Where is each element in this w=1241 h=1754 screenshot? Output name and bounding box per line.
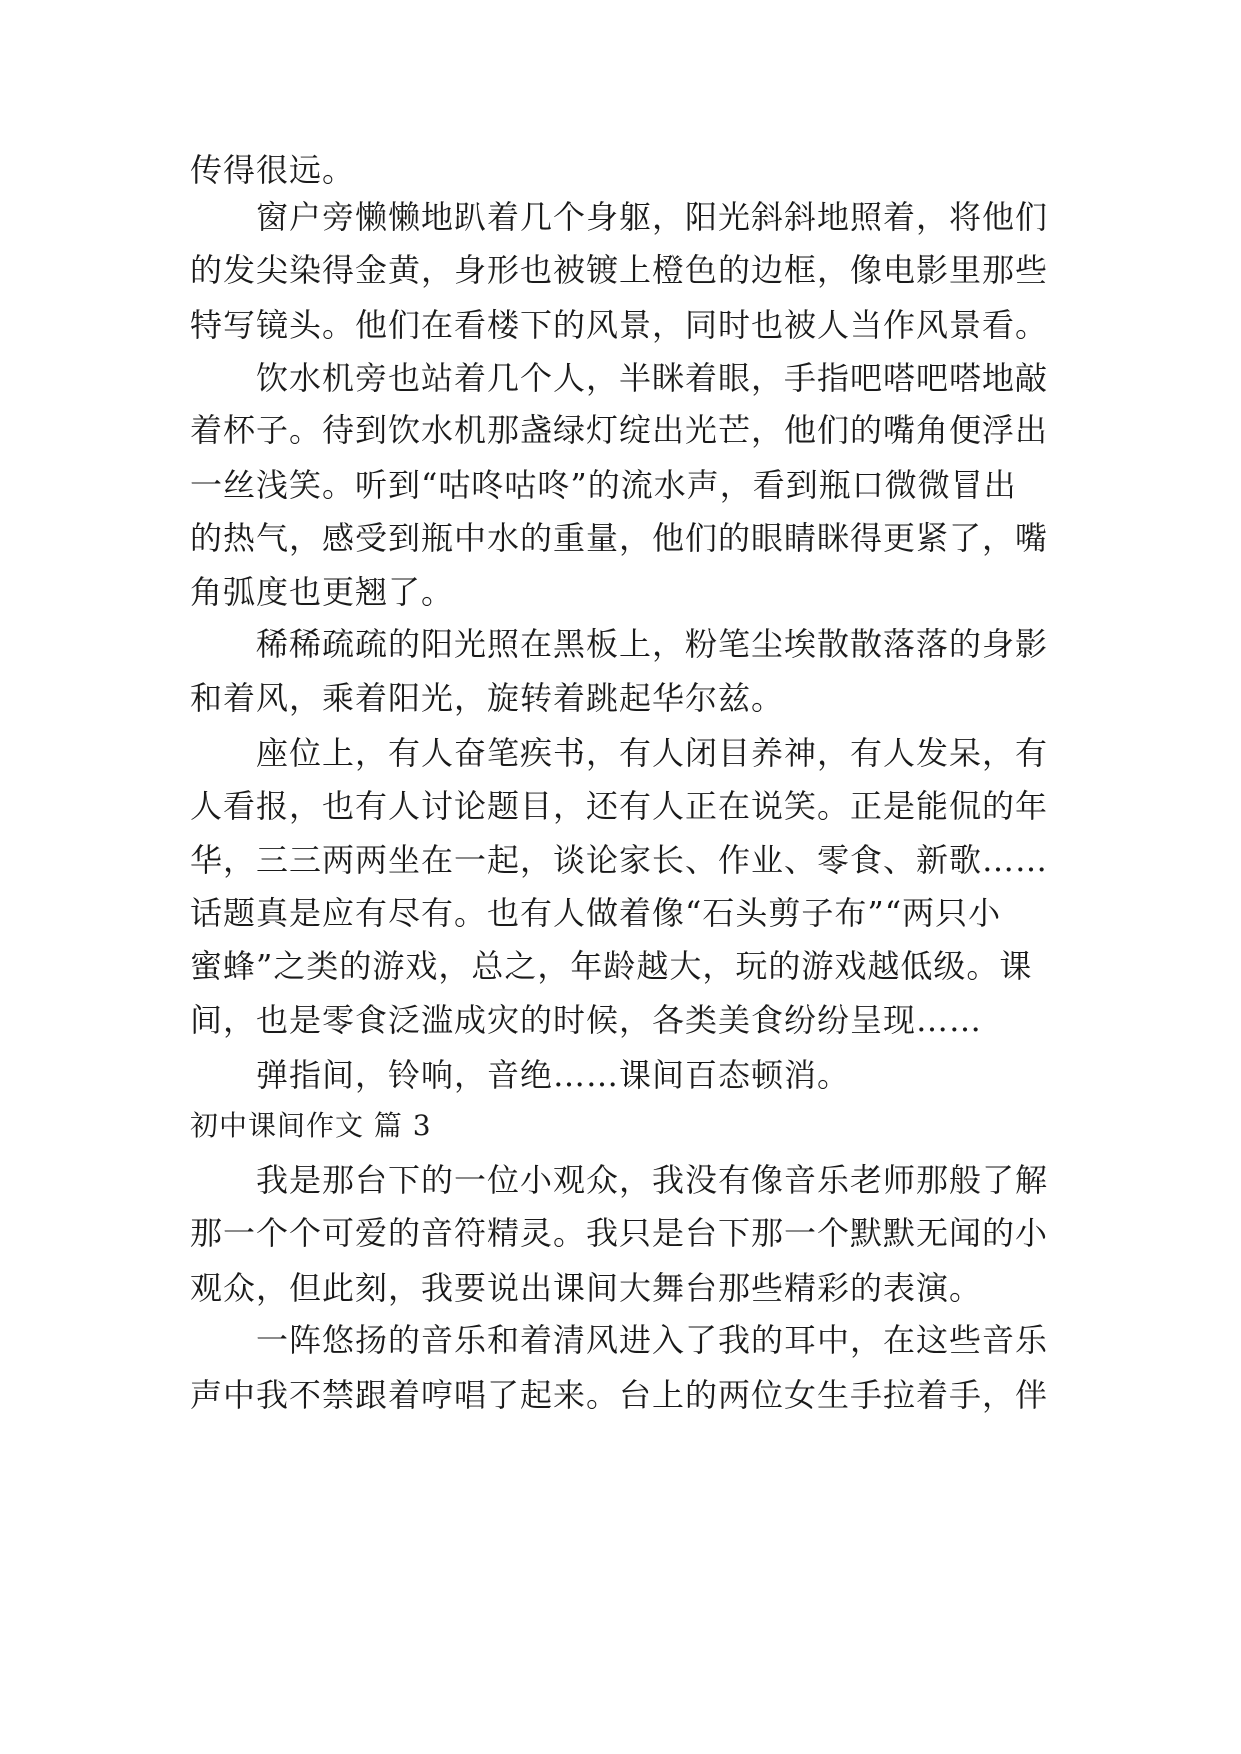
text-line: 角弧度也更翘了。 [190,573,455,611]
text-line: 的发尖染得金黄，身形也被镀上橙色的边框，像电影里那些 [190,251,1049,289]
text-line: 着杯子。待到饮水机那盏绿灯绽出光芒，他们的嘴角便浮出 [190,411,1049,449]
text-line: 间，也是零食泛滥成灾的时候，各类美食纷纷呈现…… [190,1001,983,1039]
text-line: 人看报，也有人讨论题目，还有人正在说笑。正是能侃的年 [190,787,1049,825]
text-line: 蜜蜂”之类的游戏，总之，年龄越大，玩的游戏越低级。课 [190,947,1033,985]
text-line: 传得很远。 [190,151,356,189]
text-line: 一丝浅笑。听到“咕咚咕咚”的流水声，看到瓶口微微冒出 [190,466,1017,504]
text-line: 话题真是应有尽有。也有人做着像“石头剪子布”“两只小 [190,894,1002,932]
text-line: 特写镜头。他们在看楼下的风景，同时也被人当作风景看。 [190,306,1049,344]
text-line: 声中我不禁跟着哼唱了起来。台上的两位女生手拉着手，伴 [190,1376,1049,1414]
paragraph-first-line: 饮水机旁也站着几个人，半眯着眼，手指吧嗒吧嗒地敲 [256,359,1049,397]
paragraph-first-line: 座位上，有人奋笔疾书，有人闭目养神，有人发呆，有 [256,734,1049,772]
text-line: 华，三三两两坐在一起，谈论家长、作业、零食、新歌…… [190,841,1049,879]
paragraph-first-line: 稀稀疏疏的阳光照在黑板上，粉笔尘埃散散落落的身影 [256,625,1049,663]
text-line: 的热气，感受到瓶中水的重量，他们的眼睛眯得更紧了，嘴 [190,519,1049,557]
text-line: 和着风，乘着阳光，旋转着跳起华尔兹。 [190,679,785,717]
section-heading: 初中课间作文 篇 3 [190,1109,432,1142]
text-line: 那一个个可爱的音符精灵。我只是台下那一个默默无闻的小 [190,1214,1049,1252]
paragraph-first-line: 窗户旁懒懒地趴着几个身躯，阳光斜斜地照着，将他们 [256,198,1049,236]
paragraph-first-line: 我是那台下的一位小观众，我没有像音乐老师那般了解 [256,1161,1049,1199]
paragraph-first-line: 弹指间，铃响，音绝……课间百态顿消。 [256,1056,851,1094]
paragraph-first-line: 一阵悠扬的音乐和着清风进入了我的耳中，在这些音乐 [256,1321,1049,1359]
text-line: 观众，但此刻，我要说出课间大舞台那些精彩的表演。 [190,1269,983,1307]
